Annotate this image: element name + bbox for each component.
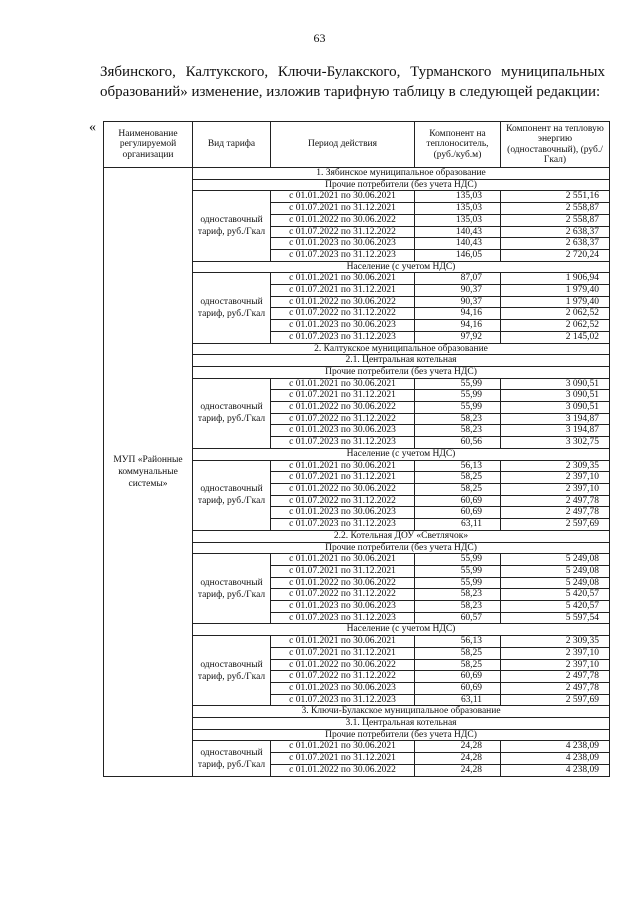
heat-component-cell: 5 249,08 [501, 565, 610, 577]
heat-component-cell: 2 397,10 [501, 659, 610, 671]
water-component-cell: 60,57 [415, 612, 501, 624]
consumer-group-title: Прочие потребители (без учета НДС) [193, 366, 610, 378]
water-component-cell: 140,43 [415, 238, 501, 250]
period-cell: с 01.01.2021 по 30.06.2021 [271, 191, 415, 203]
tariff-type-cell: одноставочный тариф, руб./Гкал [193, 273, 271, 343]
period-cell: с 01.01.2022 по 30.06.2022 [271, 764, 415, 776]
heat-component-cell: 1 979,40 [501, 296, 610, 308]
heat-component-cell: 2 597,69 [501, 694, 610, 706]
water-component-cell: 60,69 [415, 682, 501, 694]
water-component-cell: 135,03 [415, 214, 501, 226]
tariff-type-cell: одноставочный тариф, руб./Гкал [193, 191, 271, 261]
period-cell: с 01.07.2023 по 31.12.2023 [271, 694, 415, 706]
header-tariff: Вид тарифа [193, 122, 271, 168]
period-cell: с 01.01.2022 по 30.06.2022 [271, 659, 415, 671]
period-cell: с 01.07.2021 по 31.12.2021 [271, 390, 415, 402]
water-component-cell: 63,11 [415, 519, 501, 531]
period-cell: с 01.07.2021 по 31.12.2021 [271, 647, 415, 659]
period-cell: с 01.07.2021 по 31.12.2021 [271, 753, 415, 765]
period-cell: с 01.07.2023 по 31.12.2023 [271, 331, 415, 343]
water-component-cell: 55,99 [415, 577, 501, 589]
water-component-cell: 58,25 [415, 472, 501, 484]
period-cell: с 01.01.2021 по 30.06.2021 [271, 636, 415, 648]
heat-component-cell: 2 062,52 [501, 308, 610, 320]
period-cell: с 01.01.2022 по 30.06.2022 [271, 402, 415, 414]
page-number: 63 [313, 31, 326, 45]
water-component-cell: 146,05 [415, 249, 501, 261]
water-component-cell: 58,23 [415, 413, 501, 425]
period-cell: с 01.07.2023 по 31.12.2023 [271, 519, 415, 531]
period-cell: с 01.01.2021 по 30.06.2021 [271, 460, 415, 472]
water-component-cell: 87,07 [415, 273, 501, 285]
period-cell: с 01.01.2021 по 30.06.2021 [271, 554, 415, 566]
heat-component-cell: 5 420,57 [501, 589, 610, 601]
period-cell: с 01.07.2022 по 31.12.2022 [271, 589, 415, 601]
tariff-table [103, 121, 610, 777]
heat-component-cell: 5 597,54 [501, 612, 610, 624]
water-component-cell: 58,25 [415, 659, 501, 671]
heat-component-cell: 1 979,40 [501, 285, 610, 297]
period-cell: с 01.07.2022 по 31.12.2022 [271, 413, 415, 425]
heat-component-cell: 3 302,75 [501, 437, 610, 449]
heat-component-cell: 2 497,78 [501, 507, 610, 519]
consumer-group-title: Прочие потребители (без учета НДС) [193, 729, 610, 741]
heat-component-cell: 2 497,78 [501, 671, 610, 683]
intro-line-1 [100, 62, 605, 82]
period-cell: с 01.07.2021 по 31.12.2021 [271, 203, 415, 215]
heat-component-cell: 3 194,87 [501, 425, 610, 437]
period-cell: с 01.07.2023 по 31.12.2023 [271, 612, 415, 624]
period-cell: с 01.07.2023 по 31.12.2023 [271, 249, 415, 261]
water-component-cell: 97,92 [415, 331, 501, 343]
water-component-cell: 140,43 [415, 226, 501, 238]
water-component-cell: 56,13 [415, 636, 501, 648]
intro-word: муниципальных [501, 64, 605, 80]
water-component-cell: 56,13 [415, 460, 501, 472]
heat-component-cell: 4 238,09 [501, 753, 610, 765]
period-cell: с 01.01.2023 по 30.06.2023 [271, 238, 415, 250]
water-component-cell: 60,69 [415, 507, 501, 519]
heat-component-cell: 2 397,10 [501, 472, 610, 484]
water-component-cell: 55,99 [415, 565, 501, 577]
period-cell: с 01.01.2023 по 30.06.2023 [271, 320, 415, 332]
heat-component-cell: 2 309,35 [501, 460, 610, 472]
tariff-type-cell: одноставочный тариф, руб./Гкал [193, 378, 271, 448]
heat-component-cell: 2 720,24 [501, 249, 610, 261]
heat-component-cell: 3 090,51 [501, 378, 610, 390]
intro-word: Калтукского, [185, 64, 269, 80]
subsection-heading: 2.1. Центральная котельная [193, 355, 610, 367]
water-component-cell: 135,03 [415, 191, 501, 203]
header-org: Наименование регулируемой организации [104, 122, 193, 168]
period-cell: с 01.07.2022 по 31.12.2022 [271, 671, 415, 683]
subsection-heading: 2.2. Котельная ДОУ «Светлячок» [193, 530, 610, 542]
period-cell: с 01.07.2021 по 31.12.2021 [271, 565, 415, 577]
water-component-cell: 55,99 [415, 390, 501, 402]
water-component-cell: 63,11 [415, 694, 501, 706]
intro-word: Ключи-Булакского, [277, 64, 401, 80]
water-component-cell: 55,99 [415, 554, 501, 566]
heat-component-cell: 5 249,08 [501, 577, 610, 589]
water-component-cell: 58,25 [415, 647, 501, 659]
heat-component-cell: 2 309,35 [501, 636, 610, 648]
table-header-row [104, 122, 610, 168]
section-title: 3. Ключи-Булакское муниципальное образование [193, 706, 610, 718]
heat-component-cell: 2 397,10 [501, 483, 610, 495]
consumer-group-title: Население (с учетом НДС) [193, 261, 610, 273]
water-component-cell: 55,99 [415, 402, 501, 414]
heat-component-cell: 3 090,51 [501, 402, 610, 414]
period-cell: с 01.07.2023 по 31.12.2023 [271, 437, 415, 449]
water-component-cell: 58,23 [415, 601, 501, 613]
water-component-cell: 24,28 [415, 764, 501, 776]
tariff-type-cell: одноставочный тариф, руб./Гкал [193, 636, 271, 706]
header-period: Период действия [271, 122, 415, 168]
heat-component-cell: 2 558,87 [501, 214, 610, 226]
water-component-cell: 58,23 [415, 425, 501, 437]
period-cell: с 01.01.2021 по 30.06.2021 [271, 741, 415, 753]
period-cell: с 01.07.2022 по 31.12.2022 [271, 495, 415, 507]
period-cell: с 01.01.2022 по 30.06.2022 [271, 577, 415, 589]
table-body [104, 168, 610, 777]
period-cell: с 01.07.2021 по 31.12.2021 [271, 285, 415, 297]
period-cell: с 01.01.2022 по 30.06.2022 [271, 296, 415, 308]
water-component-cell: 135,03 [415, 203, 501, 215]
heat-component-cell: 2 062,52 [501, 320, 610, 332]
water-component-cell: 60,69 [415, 495, 501, 507]
period-cell: с 01.01.2021 по 30.06.2021 [271, 378, 415, 390]
intro-word: Турманского [410, 64, 492, 80]
period-cell: с 01.01.2022 по 30.06.2022 [271, 214, 415, 226]
heat-component-cell: 5 249,08 [501, 554, 610, 566]
heat-component-cell: 4 238,09 [501, 741, 610, 753]
intro-word: Зябинского, [100, 64, 176, 80]
heat-component-cell: 2 638,37 [501, 238, 610, 250]
header-water: Компонент на теплоноситель, (руб./куб.м) [415, 122, 501, 168]
section-title: 1. Зябинское муниципальное образование [193, 168, 610, 180]
water-component-cell: 60,56 [415, 437, 501, 449]
period-cell: с 01.01.2023 по 30.06.2023 [271, 507, 415, 519]
period-cell: с 01.07.2021 по 31.12.2021 [271, 472, 415, 484]
water-component-cell: 94,16 [415, 308, 501, 320]
heat-component-cell: 5 420,57 [501, 601, 610, 613]
heat-component-cell: 1 906,94 [501, 273, 610, 285]
opening-quote: « [89, 120, 96, 135]
tariff-type-cell: одноставочный тариф, руб./Гкал [193, 554, 271, 624]
water-component-cell: 90,37 [415, 296, 501, 308]
water-component-cell: 90,37 [415, 285, 501, 297]
consumer-group-title: Население (с учетом НДС) [193, 448, 610, 460]
heat-component-cell: 2 497,78 [501, 495, 610, 507]
period-cell: с 01.01.2022 по 30.06.2022 [271, 483, 415, 495]
water-component-cell: 55,99 [415, 378, 501, 390]
period-cell: с 01.01.2023 по 30.06.2023 [271, 682, 415, 694]
water-component-cell: 58,23 [415, 589, 501, 601]
water-component-cell: 94,16 [415, 320, 501, 332]
subsection-heading: 3.1. Центральная котельная [193, 718, 610, 730]
water-component-cell: 58,25 [415, 483, 501, 495]
heat-component-cell: 3 090,51 [501, 390, 610, 402]
tariff-type-cell: одноставочный тариф, руб./Гкал [193, 741, 271, 776]
heat-component-cell: 2 597,69 [501, 519, 610, 531]
consumer-group-title: Прочие потребители (без учета НДС) [193, 179, 610, 191]
heat-component-cell: 3 194,87 [501, 413, 610, 425]
intro-line-2: образований» изменение, изложив тарифную таблицу в следующей редакции: [100, 84, 601, 100]
consumer-group-title: Прочие потребители (без учета НДС) [193, 542, 610, 554]
heat-component-cell: 2 497,78 [501, 682, 610, 694]
heat-component-cell: 2 558,87 [501, 203, 610, 215]
tariff-type-cell: одноставочный тариф, руб./Гкал [193, 460, 271, 530]
period-cell: с 01.01.2023 по 30.06.2023 [271, 425, 415, 437]
period-cell: с 01.01.2021 по 30.06.2021 [271, 273, 415, 285]
water-component-cell: 24,28 [415, 753, 501, 765]
organization-cell: МУП «Районные коммунальные системы» [104, 168, 193, 777]
heat-component-cell: 2 145,02 [501, 331, 610, 343]
period-cell: с 01.01.2023 по 30.06.2023 [271, 601, 415, 613]
section-row [104, 168, 610, 180]
period-cell: с 01.07.2022 по 31.12.2022 [271, 226, 415, 238]
heat-component-cell: 2 397,10 [501, 647, 610, 659]
period-cell: с 01.07.2022 по 31.12.2022 [271, 308, 415, 320]
water-component-cell: 60,69 [415, 671, 501, 683]
intro-paragraph [100, 62, 605, 102]
water-component-cell: 24,28 [415, 741, 501, 753]
section-title: 2. Калтукское муниципальное образование [193, 343, 610, 355]
heat-component-cell: 2 638,37 [501, 226, 610, 238]
header-heat: Компонент на тепловую энергию (одноставочный), (руб./Гкал) [501, 122, 610, 168]
heat-component-cell: 2 551,16 [501, 191, 610, 203]
heat-component-cell: 4 238,09 [501, 764, 610, 776]
consumer-group-title: Население (с учетом НДС) [193, 624, 610, 636]
